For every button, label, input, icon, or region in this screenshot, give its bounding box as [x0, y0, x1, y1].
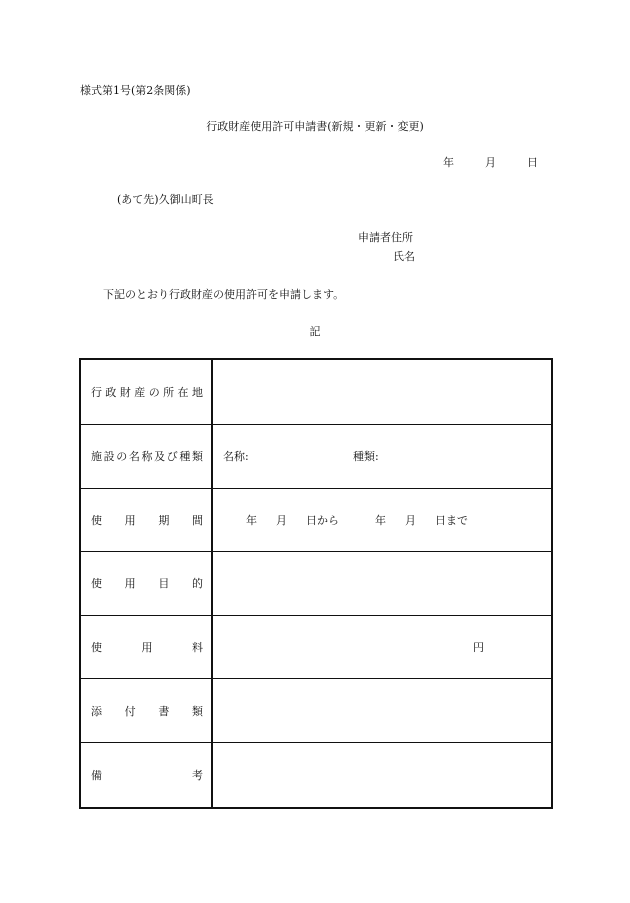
table-row-remarks — [80, 742, 552, 808]
period-to-month: 月 — [405, 513, 416, 527]
attachments-label: 添 付 書 類 — [91, 704, 203, 718]
facility-label-cell — [80, 424, 212, 488]
date-month-label: 月 — [485, 156, 496, 169]
fee-value-cell[interactable] — [212, 615, 552, 679]
form-number: 様式第1号(第2条関係) — [80, 84, 191, 97]
applicant-address-label: 申請者住所 — [358, 231, 413, 244]
period-to-year: 年 — [375, 513, 386, 527]
intro-text: 下記のとおり行政財産の使用許可を申請します。 — [103, 288, 345, 301]
facility-value-cell[interactable] — [212, 424, 552, 488]
remarks-label: 備 考 — [91, 768, 203, 782]
purpose-label-cell — [80, 552, 212, 616]
date-line — [443, 156, 538, 170]
period-label-cell — [80, 488, 212, 552]
period-from-month: 月 — [276, 513, 287, 527]
fee-label-cell — [80, 615, 212, 679]
purpose-label: 使 用 目 的 — [91, 577, 203, 591]
table-row-location — [80, 359, 552, 424]
date-year-label: 年 — [443, 156, 454, 169]
purpose-value-cell[interactable] — [212, 552, 552, 616]
remarks-label-cell — [80, 742, 212, 808]
facility-type-label: 種類: — [353, 450, 379, 464]
location-label-cell — [80, 359, 212, 424]
fee-label: 使 用 料 — [91, 641, 203, 655]
table-row-attachments — [80, 679, 552, 743]
attachments-label-cell — [80, 679, 212, 743]
period-from-year: 年 — [246, 513, 257, 527]
attachments-value-cell[interactable] — [212, 679, 552, 743]
fee-unit: 円 — [473, 641, 484, 655]
facility-name-label: 名称: — [223, 450, 249, 464]
document-title: 行政財産使用許可申請書(新規・更新・変更) — [206, 120, 424, 133]
location-label: 行 政 財 産 の 所 在 地 — [91, 385, 203, 399]
table-row-period — [80, 488, 552, 552]
application-table — [79, 358, 553, 809]
period-value-cell[interactable] — [212, 488, 552, 552]
ki-label: 記 — [309, 325, 321, 338]
period-label: 使 用 期 間 — [91, 513, 203, 527]
location-value-cell[interactable] — [212, 359, 552, 424]
applicant-name-label: 氏名 — [393, 250, 415, 263]
remarks-value-cell[interactable] — [212, 742, 552, 808]
addressee: (あて先)久御山町長 — [117, 193, 214, 206]
period-from-day: 日から — [306, 513, 339, 527]
table-row-purpose — [80, 552, 552, 616]
table-row-facility — [80, 424, 552, 488]
facility-label: 施 設 の 名 称 及 び 種 類 — [91, 450, 203, 464]
date-day-label: 日 — [527, 156, 538, 169]
period-to-day: 日まで — [435, 513, 468, 527]
table-row-fee — [80, 615, 552, 679]
